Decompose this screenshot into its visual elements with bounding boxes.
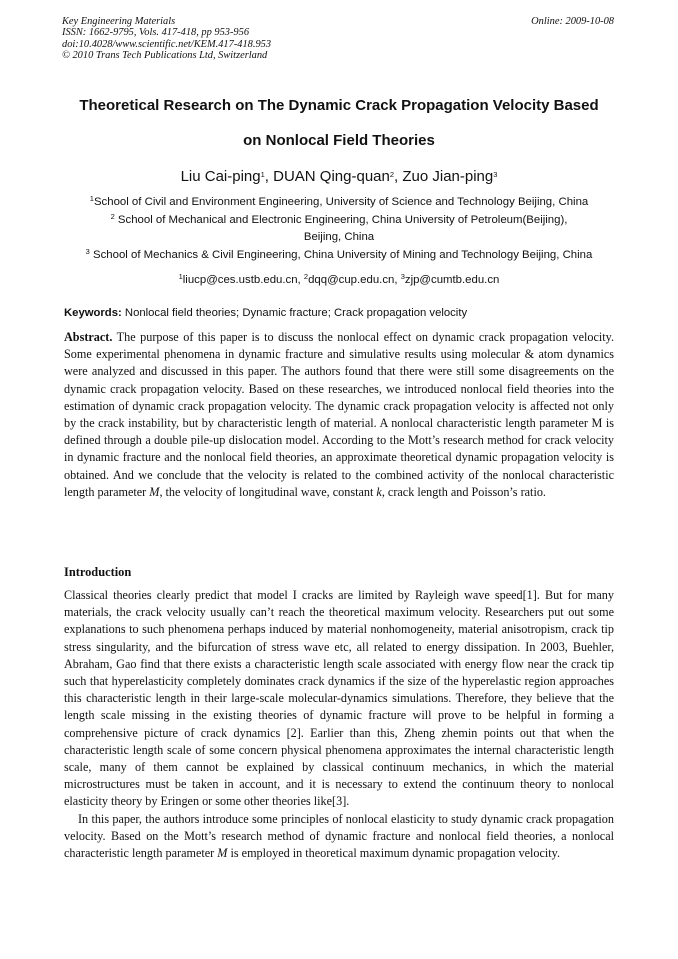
introduction-body [64,587,614,862]
title-line-1: Theoretical Research on The Dynamic Crack Propagation Velocity Based [79,97,599,114]
affiliation-1-sup: 1 [89,194,94,203]
journal-name: Key Engineering Materials [62,16,176,27]
abstract-label: Abstract. [64,330,113,344]
author-sep: , [264,168,274,185]
author-1-sup: 1 [260,170,265,179]
intro-paragraph-1: Classical theories clearly predict that model I cracks are limited by Rayleigh wave speed[1]. But for many materials, the crack velocity usually can’t reach the theoretical maximum velocity. Researchers put out some explanations to such phenomena perhaps induced by material nonhomogeneity, material anisotropism, crack tip stress singularity, and the bifurcation of stress wave etc, all related to energy dissipation. In 2003, Buehler, Abraham, Gao find that there exists a characteristic length scale associated with energy flow near the crack tip such that hyperelasticity completely dominates crack dynamics if the size of the hyperelastic region approaches this characteristic length in their large-scale molecular-dynamics simulations. Therefore, they believe that the length scale missing in the existing theories of dynamic fracture will prove to be helpful in forming a comprehensive picture of crack dynamics [2]. Earlier than this, Zheng zhemin points out that when the characteristic length scale of some concern physical phenomena approximates the internal characteristic length scale, many of them cannot be explained by classical continuum mechanics, in which the material microstructures must be taken in account, and it is necessary to extend the continuum theory to nonlocal elasticity theory by Eringen or some other theories like[3]. [64,588,614,809]
affiliation-1 [50,194,628,212]
affiliation-2 [50,212,628,230]
affiliation-2-cont: Beijing, China [303,231,375,243]
abstract-text: , the velocity of longitudinal wave, constant [159,484,377,499]
email-2-sup: 2 [303,272,309,281]
affiliation-3-sup: 3 [85,246,90,256]
intro-text: In this paper, the authors introduce some principles of nonlocal elasticity to study dynamic crack propagation velocity. Based on the Mott’s research method of dynamic fracture and nonlocal field theories, a nonlocal characteristic length parameter [64,811,614,861]
issn-line: ISSN: 1662-9795, Vols. 417-418, pp 953-956 [62,27,250,39]
section-heading-introduction: Introduction [64,565,132,579]
affiliation-3-text: School of Mechanics & Civil Engineering, China University of Mining and Technology Beijing, China [89,248,593,261]
doi-line: doi:10.4028/www.scientific.net/KEM.417-418.953 [62,38,272,50]
abstract-symbol-k: k [376,484,382,499]
online-date: Online: 2009-10-08 [531,16,614,27]
keywords-label: Keywords: [64,307,122,319]
email-1-sup: 1 [178,272,183,281]
author-2: DUAN Qing-quan [273,168,390,185]
intro-symbol-m: M [217,846,228,861]
journal-header [62,16,614,61]
author-2-sup: 2 [389,170,395,179]
email-3-sup: 3 [400,272,405,281]
abstract-text: The purpose of this paper is to discuss the nonlocal effect on dynamic crack propagation velocity. Some experimental phenomena in dynamic fracture and simulative results using molecular & atom dynamics were analyzed and discussed in this paper. The authors found that there were still some disagreements on the dynamic crack propagation velocity. Based on these researches, we introduced nonlocal field theories into the estimation of dynamic crack propagation velocity. The dynamic crack propagation velocity is affected not only by the crack instability, but by characteristic length of material. A nonlocal characteristic length parameter M is defined through a double pile-up dislocation model. According to the Mott’s research method for crack velocity in dynamic fracture and the nonlocal field theories, an approximate theoretical dynamic propagation velocity is obtained. And we conclude that the velocity is related to the combined activity of the nonlocal characteristic length parameter [64,330,614,499]
email-2[interactable]: dqq@cup.edu.cn, [308,274,401,286]
title-line-2: on Nonlocal Field Theories [243,132,435,149]
paper-title [40,88,638,158]
author-emails [50,272,628,289]
email-3[interactable]: zjp@cumtb.edu.cn [404,274,500,286]
affiliation-2-text: School of Mechanical and Electronic Engineering, China University of Petroleum(Beijing), [114,213,568,226]
author-3-sup: 3 [493,170,498,179]
affiliation-1-text: School of Civil and Environment Engineering, University of Science and Technology Beijing, China [93,196,589,208]
abstract-text: , crack length and Poisson’s ratio. [381,484,546,499]
author-1: Liu Cai-ping [180,168,261,185]
author-list [40,166,638,188]
author-3: Zuo Jian-ping [402,168,494,185]
keywords [64,305,616,321]
intro-text: is employed in theoretical maximum dynamic propagation velocity. [227,846,561,861]
author-sep: , [394,168,403,185]
email-1[interactable]: liucp@ces.ustb.edu.cn, [182,274,304,286]
copyright-line: © 2010 Trans Tech Publications Ltd, Switzerland [62,49,268,61]
affiliations [50,194,628,264]
abstract-symbol-m: M [149,484,160,499]
abstract [64,329,614,501]
affiliation-3 [50,247,628,265]
keywords-text: Nonlocal field theories; Dynamic fracture; Crack propagation velocity [121,307,468,319]
affiliation-2-sup: 2 [110,211,115,221]
intro-paragraph-2 [64,811,614,863]
